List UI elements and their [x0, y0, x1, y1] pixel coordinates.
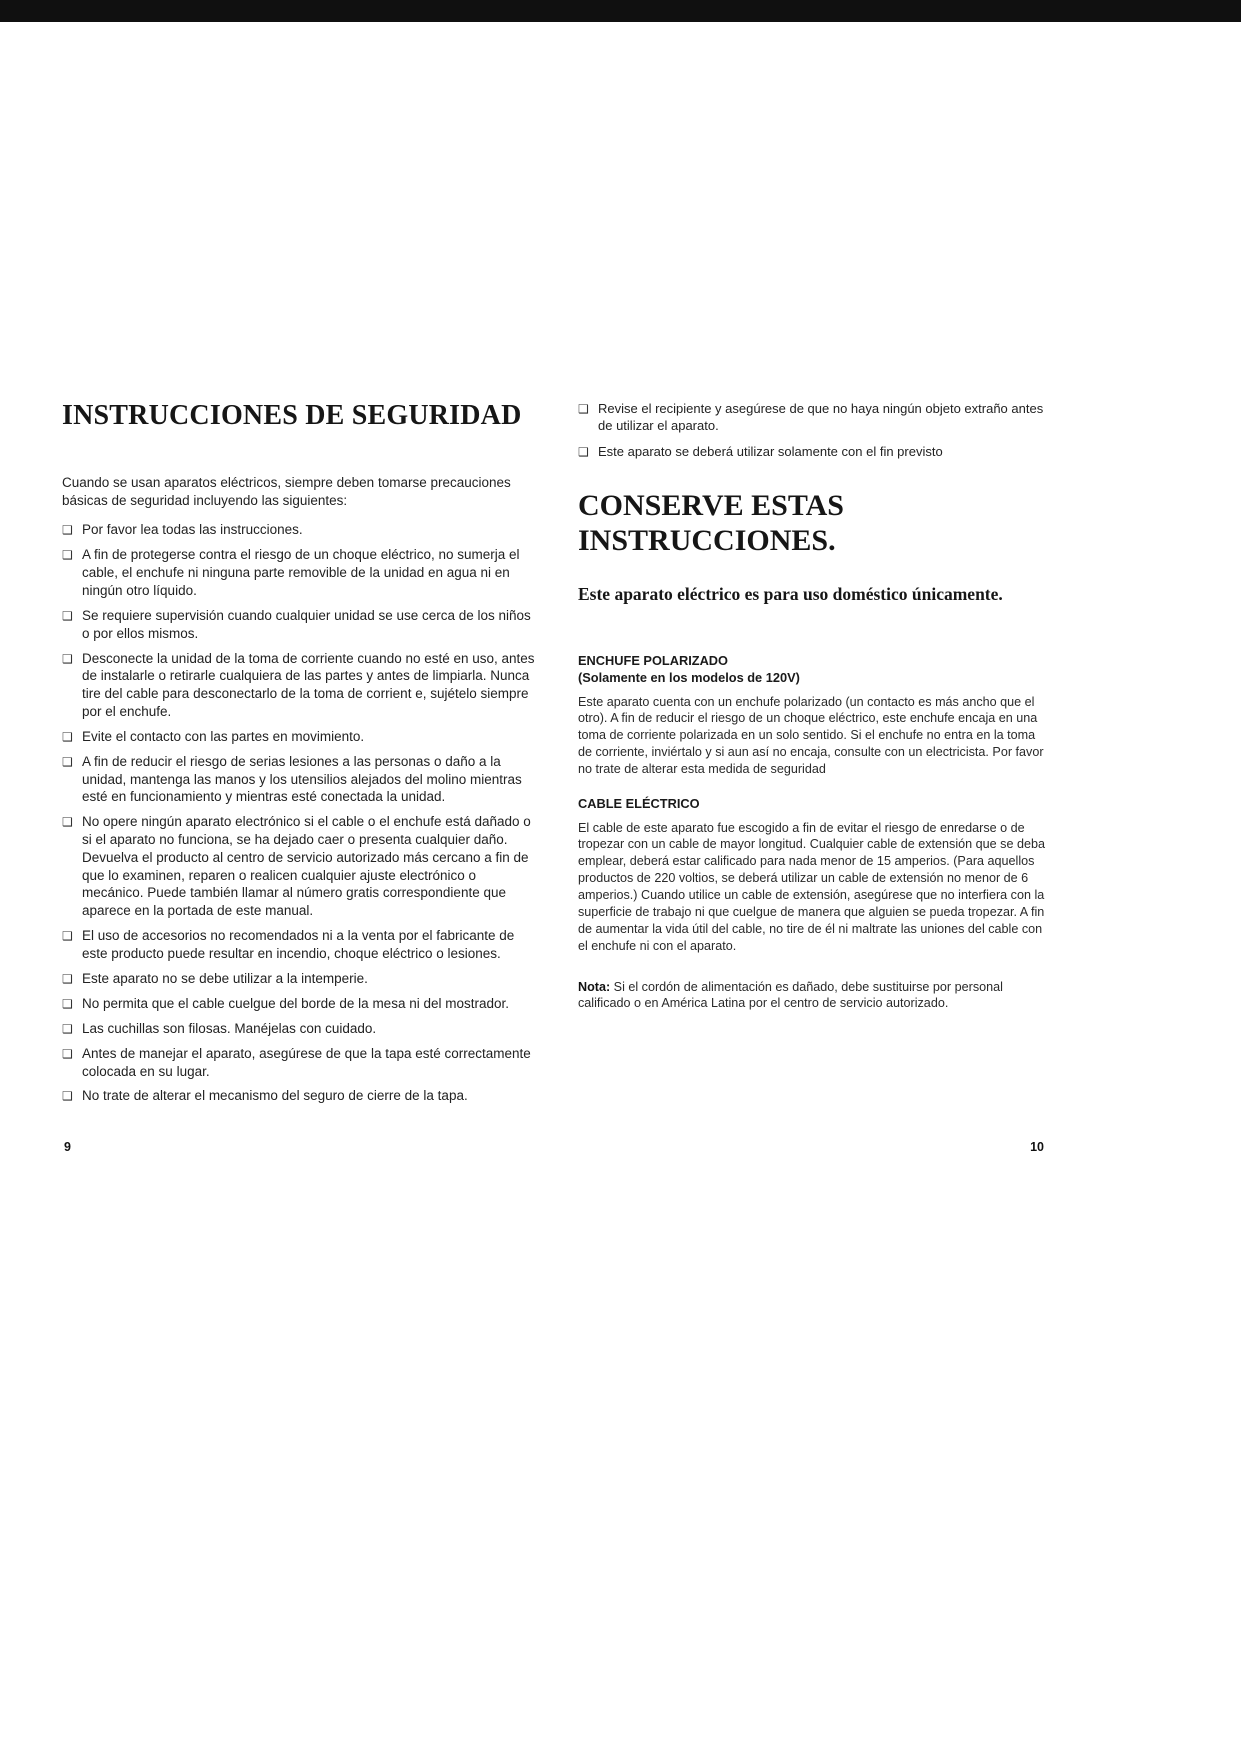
usage-bullet-list — [578, 400, 1048, 461]
bullet-item — [62, 1087, 536, 1105]
bullet-text: Las cuchillas son filosas. Manéjelas con cuidado. — [82, 1020, 377, 1036]
checkbox-bullet-icon: ❑ — [62, 815, 73, 830]
save-instructions-title: CONSERVE ESTAS INSTRUCCIONES. — [578, 489, 844, 557]
bullet-text: Evite el contacto con las partes en movimiento. — [82, 728, 365, 744]
bullet-text: Este aparato no se debe utilizar a la intemperie. — [82, 970, 368, 986]
bullet-item — [62, 607, 536, 643]
checkbox-bullet-icon: ❑ — [62, 651, 73, 666]
bullet-item — [62, 813, 536, 920]
note-text: Si el cordón de alimentación es dañado, debe sustituirse por personal calificado o en América Latina por el centro de servicio autorizado. — [578, 979, 1003, 1011]
left-page-column — [62, 400, 536, 1112]
bullet-item — [62, 927, 536, 963]
checkbox-bullet-icon: ❑ — [62, 1089, 73, 1104]
note-paragraph — [578, 979, 1048, 1013]
bullet-item — [62, 1045, 536, 1081]
checkbox-bullet-icon: ❑ — [62, 523, 73, 538]
checkbox-bullet-icon: ❑ — [62, 608, 73, 623]
checkbox-bullet-icon: ❑ — [62, 1046, 73, 1061]
checkbox-bullet-icon: ❑ — [62, 971, 73, 986]
checkbox-bullet-icon: ❑ — [62, 754, 73, 769]
intro-paragraph: Cuando se usan aparatos eléctricos, siempre deben tomarse precauciones básicas de seguridad incluyendo las siguientes: — [62, 475, 511, 509]
safety-bullet-list — [62, 521, 536, 1105]
bullet-text: A fin de protegerse contra el riesgo de un choque eléctrico, no sumerja el cable, el enchufe ni ninguna parte removible de la unidad en agua ni en ningún otro líquido. — [82, 547, 520, 599]
checkbox-bullet-icon: ❑ — [578, 445, 589, 460]
bullet-item — [62, 753, 536, 806]
page-number-left: 9 — [64, 1140, 71, 1154]
note-label: Nota: — [578, 979, 611, 994]
section-heading: CABLE ELÉCTRICO — [578, 795, 700, 811]
bullet-text: Desconecte la unidad de la toma de corriente cuando no esté en uso, antes de instalarle o retirarle cualquiera de las partes y antes de limpiarla. Nunca tire del cable para desconectarlo de la toma de corrient e, sujételo siempre por el enchufe. — [82, 650, 535, 719]
bullet-text: A fin de reducir el riesgo de serias lesiones a las personas o daño a la unidad, mantenga las manos y los utensilios alejados del molino mientras esté en funcionamiento y mientras esté conectada la unidad. — [82, 753, 522, 805]
bullet-item — [62, 650, 536, 721]
bullet-text: El uso de accesorios no recomendados ni a la venta por el fabricante de este producto puede resultar en incendio, choque eléctrico o lesiones. — [82, 928, 515, 961]
bullet-text: Se requiere supervisión cuando cualquier unidad se use cerca de los niños o por ellos mismos. — [82, 607, 531, 641]
checkbox-bullet-icon: ❑ — [578, 402, 589, 416]
bullet-text: No opere ningún aparato electrónico si el cable o el enchufe está dañado o si el aparato no funciona, se ha dejado caer o presenta cualquier daño. Devuelva el producto al centro de servicio autorizado más cercano a fin de que lo examinen, reparen o realicen cualquier ajuste electrónico o mecánico. Puede también llamar al número gratis correspondiente que aparece en la portada de este manual. — [82, 814, 531, 919]
bullet-text: Por favor lea todas las instrucciones. — [82, 522, 303, 538]
section-body: Este aparato cuenta con un enchufe polarizado (un contacto es más ancho que el otro). A fin de reducir el riesgo de un choque eléctrico, este enchufe encaja en una toma de corriente polarizada en un solo sentido. Si el enchufe no entra en la toma de corriente, inviértalo y si aun así no encaja, consulte con un electricista. Por favor no trate de alterar esta medida de seguridad — [578, 694, 1044, 777]
checkbox-bullet-icon: ❑ — [62, 548, 73, 563]
bullet-text: Antes de manejar el aparato, asegúrese de que la tapa esté correctamente colocada en su lugar. — [82, 1045, 531, 1079]
bullet-text: Revise el recipiente y asegúrese de que no haya ningún objeto extraño antes de utilizar el aparato. — [598, 401, 1044, 434]
checkbox-bullet-icon: ❑ — [62, 929, 73, 944]
section-body: El cable de este aparato fue escogido a fin de evitar el riesgo de enredarse o de tropezar con un cable de mayor longitud. Cualquier cable de extensión que se deba emplear, deberá estar calificado para nada menor de 15 amperios. (Para aquellos productos de 220 voltios, se deberá utilizar un cable de extensión no menor de 6 amperios.) Cuando utilice un cable de extensión, asegúrese que no interfiera con la superficie de trabajo ni que cuelgue de manera que alguien se pueda tropezar. A fin de aumentar la vida útil del cable, no tire de él ni maltrate las uniones del cable con el enchufe ni con el aparato. — [578, 820, 1045, 953]
bullet-item — [62, 728, 536, 746]
page-title: INSTRUCCIONES DE SEGURIDAD — [62, 400, 522, 431]
top-black-bar — [0, 0, 1241, 22]
section-polarized-plug — [578, 653, 1048, 778]
section-subheading: (Solamente en los modelos de 120V) — [578, 669, 800, 685]
checkbox-bullet-icon: ❑ — [62, 729, 73, 744]
bullet-item — [62, 995, 536, 1013]
bullet-item — [62, 970, 536, 988]
section-electric-cord — [578, 796, 1048, 955]
bullet-item — [578, 400, 1048, 434]
bullet-item — [62, 521, 536, 539]
section-heading: ENCHUFE POLARIZADO — [578, 653, 729, 669]
bullet-item — [62, 1020, 536, 1038]
checkbox-bullet-icon: ❑ — [62, 1021, 73, 1036]
bullet-text: Este aparato se deberá utilizar solamente con el fin previsto — [598, 444, 943, 460]
page-number-right: 10 — [1030, 1140, 1044, 1154]
bullet-item — [62, 546, 536, 599]
domestic-use-subtitle: Este aparato eléctrico es para uso doméstico únicamente. — [578, 584, 1003, 605]
checkbox-bullet-icon: ❑ — [62, 996, 73, 1011]
bullet-text: No permita que el cable cuelgue del borde de la mesa ni del mostrador. — [82, 995, 510, 1011]
right-page-column — [578, 400, 1048, 1012]
bullet-item — [578, 443, 1048, 461]
bullet-text: No trate de alterar el mecanismo del seguro de cierre de la tapa. — [82, 1088, 468, 1104]
